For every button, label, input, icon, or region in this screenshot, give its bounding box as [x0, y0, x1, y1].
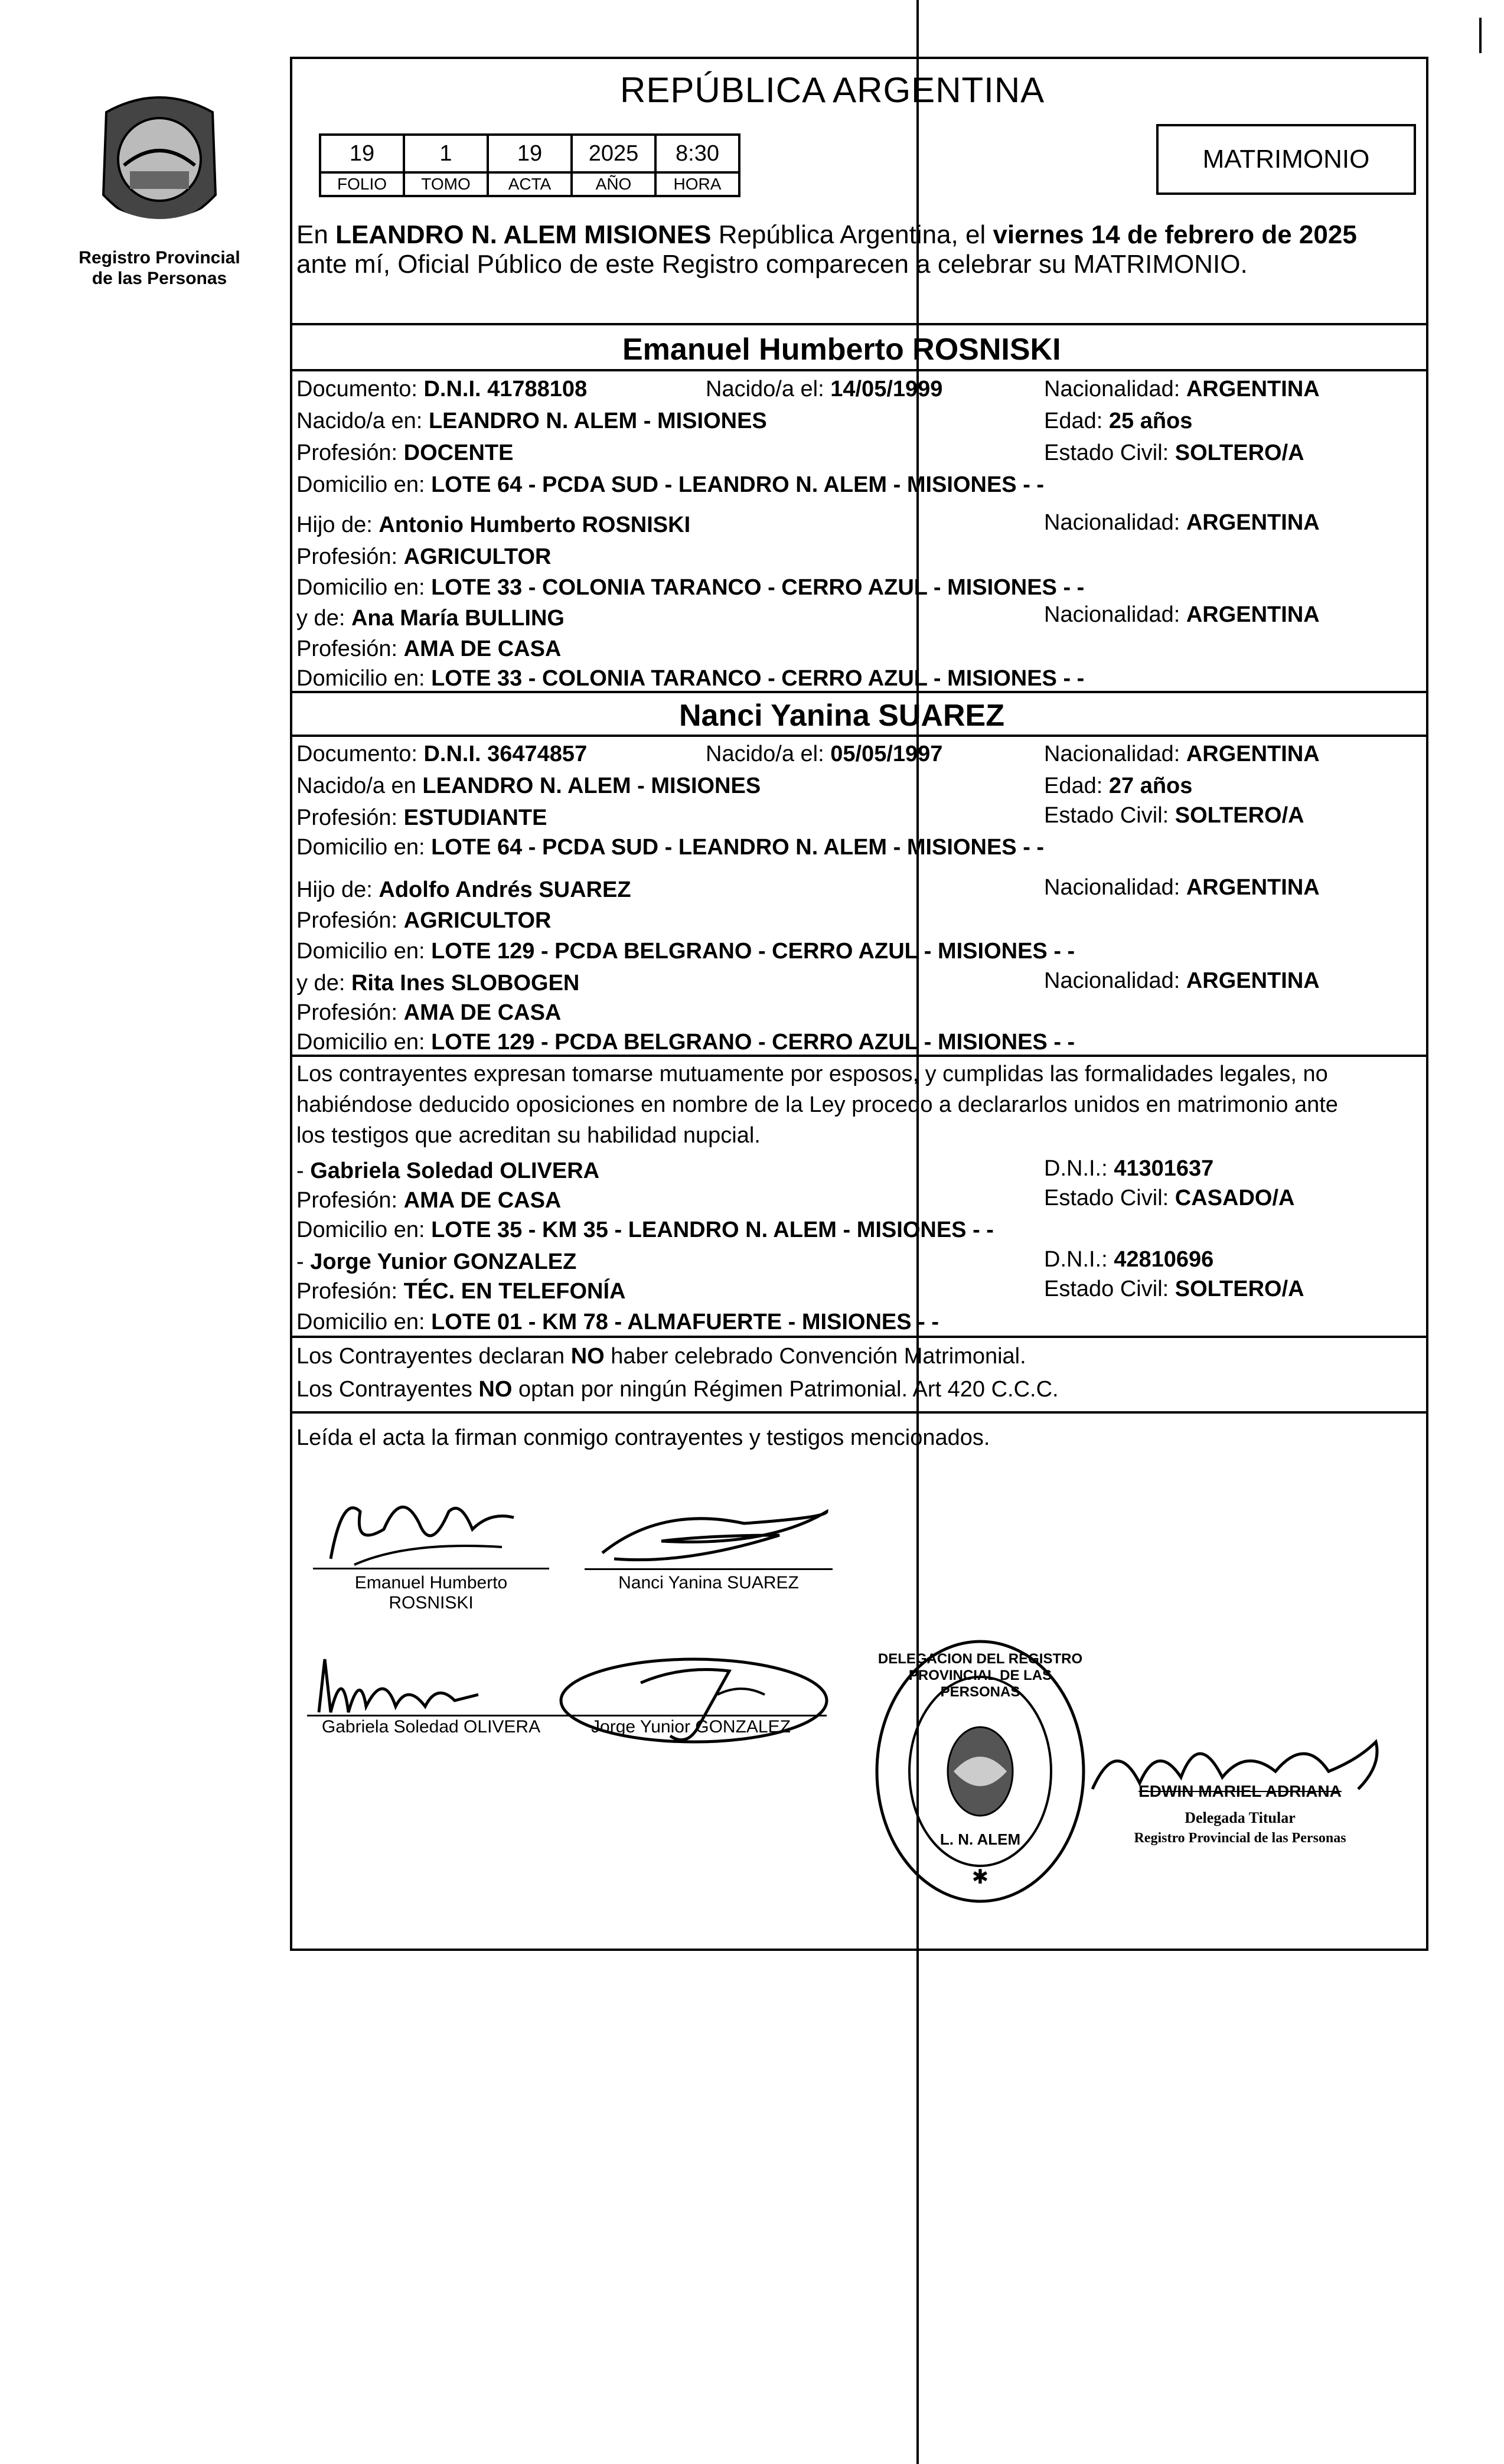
groom-birthplace — [296, 410, 767, 432]
label: Estado Civil: — [1044, 803, 1169, 828]
witness2-dni — [1044, 1248, 1213, 1271]
groom-address — [296, 474, 1044, 496]
label: Nacionalidad: — [1044, 377, 1180, 402]
divider — [290, 1336, 1428, 1338]
registry-table — [319, 133, 740, 197]
hora-value: 8:30 — [655, 135, 739, 172]
groom-father — [296, 514, 690, 536]
label: Estado Civil: — [1044, 440, 1169, 465]
intro-en: En — [296, 220, 328, 249]
bride-mother-nationality — [1044, 970, 1320, 992]
value: D.N.I. 41788108 — [423, 377, 588, 402]
acta-label: ACTA — [488, 172, 572, 196]
value: LOTE 129 - PCDA BELGRANO - CERRO AZUL - MISIONES - - — [431, 939, 1075, 964]
label: Domicilio en: — [296, 575, 425, 600]
intro-line2: ante mí, Oficial Público de este Registro comparecen a celebrar su MATRIMONIO. — [296, 250, 1248, 279]
value: LOTE 64 - PCDA SUD - LEANDRO N. ALEM - MISIONES - - — [431, 835, 1045, 860]
value: ARGENTINA — [1186, 742, 1320, 766]
value: 25 años — [1108, 409, 1193, 433]
convention-line1 — [296, 1345, 1026, 1368]
value: 42810696 — [1114, 1247, 1214, 1272]
bride-father — [296, 879, 631, 901]
divider — [290, 369, 1428, 371]
groom-mother-nationality — [1044, 603, 1320, 626]
witness1-dni — [1044, 1157, 1213, 1180]
label: Domicilio en: — [296, 1310, 425, 1334]
label: Nacido/a en: — [296, 409, 423, 433]
officer-title: Delegada Titular — [1185, 1809, 1296, 1826]
value: ARGENTINA — [1186, 875, 1320, 900]
text: Los Contrayentes declaran — [296, 1344, 565, 1369]
groom-profession — [296, 442, 513, 464]
value: ARGENTINA — [1186, 510, 1320, 535]
divider — [290, 1055, 1428, 1057]
ano-value: 2025 — [572, 135, 655, 172]
value: SOLTERO/A — [1175, 1277, 1304, 1301]
intro-date: viernes 14 de febrero de 2025 — [993, 220, 1357, 249]
groom-mother-profession — [296, 638, 561, 660]
bride-profession — [296, 807, 547, 829]
caption-line1: Emanuel Humberto — [354, 1573, 508, 1592]
registry-seal — [871, 1636, 1089, 1907]
groom-father-nationality — [1044, 511, 1320, 534]
label: Profesión: — [296, 544, 398, 569]
label: Nacionalidad: — [1044, 875, 1180, 900]
value: ARGENTINA — [1186, 377, 1320, 402]
value: LOTE 64 - PCDA SUD - LEANDRO N. ALEM - MISIONES - - — [431, 472, 1045, 497]
convention-line2 — [296, 1378, 1059, 1401]
label: Nacionalidad: — [1044, 742, 1180, 766]
prefix: - — [296, 1249, 311, 1274]
label: Profesión: — [296, 1279, 398, 1304]
label: Profesión: — [296, 908, 398, 933]
caption-line2: ROSNISKI — [389, 1593, 474, 1613]
label: Domicilio en: — [296, 666, 425, 691]
witness2-signature — [552, 1647, 836, 1771]
label: Domicilio en: — [296, 939, 425, 964]
label: Domicilio en: — [296, 472, 425, 497]
signature-line — [585, 1568, 833, 1570]
intro-line1 — [296, 222, 1357, 248]
bride-mother-address — [296, 1031, 1075, 1053]
value: LOTE 129 - PCDA BELGRANO - CERRO AZUL - MISIONES - - — [431, 1030, 1075, 1055]
label: Nacionalidad: — [1044, 510, 1180, 535]
declaration-line3: los testigos que acreditan su habilidad nupcial. — [296, 1123, 761, 1148]
bride-mother-profession — [296, 1001, 561, 1024]
country-title: REPÚBLICA ARGENTINA — [620, 70, 1045, 110]
label: Edad: — [1044, 774, 1103, 798]
value: Rita Ines SLOBOGEN — [351, 971, 580, 996]
value: AMA DE CASA — [403, 637, 562, 661]
witness2-profession — [296, 1280, 625, 1303]
officer-org: Registro Provincial de las Personas — [1134, 1830, 1346, 1846]
bride-age — [1044, 775, 1192, 797]
value: Adolfo Andrés SUAREZ — [379, 877, 631, 902]
value: Gabriela Soledad OLIVERA — [310, 1158, 600, 1183]
text: Los Contrayentes — [296, 1377, 472, 1402]
groom-nationality — [1044, 378, 1320, 400]
ano-label: AÑO — [572, 172, 655, 196]
groom-civil-status — [1044, 442, 1304, 464]
witness2-name — [296, 1251, 576, 1273]
label: Profesión: — [296, 1188, 398, 1213]
groom-signature — [319, 1476, 531, 1571]
value: AGRICULTOR — [403, 908, 552, 933]
acta-value: 19 — [488, 135, 572, 172]
bride-father-address — [296, 940, 1075, 962]
bride-document — [296, 743, 587, 765]
label: Nacido/a en — [296, 774, 416, 798]
bride-nationality — [1044, 743, 1320, 765]
value: LEANDRO N. ALEM - MISIONES — [428, 409, 767, 433]
text: haber celebrado Convención Matrimonial. — [611, 1344, 1026, 1369]
label: Domicilio en: — [296, 835, 425, 860]
groom-mother-address — [296, 667, 1084, 690]
text: optan por ningún Régimen Patrimonial. Art 420 C.C.C. — [518, 1377, 1059, 1402]
value: CASADO/A — [1175, 1186, 1295, 1210]
value: 14/05/1999 — [830, 377, 943, 402]
tomo-label: TOMO — [404, 172, 488, 196]
tomo-value: 1 — [404, 135, 488, 172]
folio-value: 19 — [320, 135, 404, 172]
bride-birthdate — [706, 743, 942, 765]
value: ARGENTINA — [1186, 602, 1320, 627]
folio-label: FOLIO — [320, 172, 404, 196]
bride-signature-caption: Nanci Yanina SUAREZ — [618, 1573, 799, 1592]
label: y de: — [296, 606, 345, 631]
bride-father-profession — [296, 909, 551, 932]
intro-country: República Argentina, el — [718, 220, 986, 249]
label: Nacionalidad: — [1044, 602, 1180, 627]
value: LOTE 33 - COLONIA TARANCO - CERRO AZUL - MISIONES - - — [431, 666, 1085, 691]
emphasis: NO — [478, 1377, 513, 1402]
value: TÉC. EN TELEFONÍA — [403, 1279, 626, 1304]
bride-mother — [296, 972, 579, 994]
label: D.N.I.: — [1044, 1156, 1108, 1181]
value: 41301637 — [1114, 1156, 1214, 1181]
witness1-address — [296, 1219, 994, 1241]
value: SOLTERO/A — [1175, 803, 1304, 828]
label: Documento: — [296, 377, 417, 402]
declaration-line2: habiéndose deducido oposiciones en nombre de la Ley procedo a declararlos unidos en matrimonio ante — [296, 1092, 1338, 1117]
bride-address — [296, 836, 1044, 859]
value: DOCENTE — [403, 440, 514, 465]
label: Domicilio en: — [296, 1218, 425, 1242]
bride-father-nationality — [1044, 876, 1320, 899]
label: Domicilio en: — [296, 1030, 425, 1055]
bride-signature — [590, 1500, 839, 1571]
seal-inner-text: L. N. ALEM — [939, 1830, 1021, 1848]
value: LOTE 33 - COLONIA TARANCO - CERRO AZUL - MISIONES - - — [431, 575, 1085, 600]
value: Ana María BULLING — [351, 606, 565, 631]
act-type-box: MATRIMONIO — [1156, 124, 1416, 195]
witness1-name — [296, 1160, 599, 1182]
witness2-civil-status — [1044, 1278, 1304, 1300]
prefix: - — [296, 1158, 311, 1183]
emphasis: NO — [570, 1344, 605, 1369]
groom-mother — [296, 607, 565, 629]
bride-name: Nanci Yanina SUAREZ — [679, 699, 1004, 733]
witness1-signature — [307, 1647, 496, 1724]
logo-caption-line1: Registro Provincial — [79, 248, 240, 267]
label: Documento: — [296, 742, 417, 766]
groom-age — [1044, 410, 1192, 432]
label: Edad: — [1044, 409, 1103, 433]
officer-name: EDWIN MARIEL ADRIANA — [1138, 1782, 1342, 1800]
label: Profesión: — [296, 1000, 398, 1025]
value: LOTE 35 - KM 35 - LEANDRO N. ALEM - MISIONES - - — [431, 1218, 994, 1242]
bride-birthplace — [296, 775, 761, 797]
svg-text:✱: ✱ — [971, 1865, 989, 1889]
label: y de: — [296, 971, 345, 996]
divider — [290, 735, 1428, 737]
label: Nacido/a el: — [706, 742, 824, 766]
groom-signature-caption — [313, 1573, 549, 1613]
value: ARGENTINA — [1186, 968, 1320, 993]
groom-name: Emanuel Humberto ROSNISKI — [622, 332, 1061, 367]
label: Estado Civil: — [1044, 1186, 1169, 1210]
witness2-signature-caption: Jorge Yunior GONZALEZ — [591, 1717, 791, 1737]
value: Antonio Humberto ROSNISKI — [379, 513, 691, 537]
logo-caption-line2: de las Personas — [92, 268, 227, 288]
closing-statement: Leída el acta la firman conmigo contrayentes y testigos mencionados. — [296, 1425, 990, 1450]
value: SOLTERO/A — [1175, 440, 1304, 465]
witness1-signature-caption: Gabriela Soledad OLIVERA — [321, 1717, 541, 1737]
divider — [290, 323, 1428, 325]
bride-civil-status — [1044, 804, 1304, 827]
groom-father-address — [296, 576, 1084, 599]
groom-birthdate — [706, 378, 942, 400]
label: D.N.I.: — [1044, 1247, 1108, 1272]
value: LOTE 01 - KM 78 - ALMAFUERTE - MISIONES - - — [431, 1310, 939, 1334]
label: Nacionalidad: — [1044, 968, 1180, 993]
value: AMA DE CASA — [403, 1000, 562, 1025]
province-logo — [89, 89, 230, 248]
value: AGRICULTOR — [403, 544, 552, 569]
label: Profesión: — [296, 440, 398, 465]
seal-outer-text: DELEGACION DEL REGISTRO PROVINCIAL DE LAS PERSONAS — [877, 1651, 1083, 1700]
groom-father-profession — [296, 546, 551, 568]
value: 27 años — [1108, 774, 1193, 798]
divider — [290, 691, 1428, 693]
signature-line — [555, 1715, 827, 1716]
intro-place: LEANDRO N. ALEM MISIONES — [335, 220, 712, 249]
scan-mark — [1479, 18, 1482, 53]
value: Jorge Yunior GONZALEZ — [310, 1249, 577, 1274]
witness1-profession — [296, 1189, 561, 1212]
label: Hijo de: — [296, 877, 373, 902]
value: AMA DE CASA — [403, 1188, 562, 1213]
signature-line — [313, 1568, 549, 1569]
label: Profesión: — [296, 805, 398, 830]
witness1-civil-status — [1044, 1187, 1294, 1209]
groom-document — [296, 378, 587, 400]
label: Profesión: — [296, 637, 398, 661]
value: D.N.I. 36474857 — [423, 742, 588, 766]
label: Hijo de: — [296, 513, 373, 537]
label: Nacido/a el: — [706, 377, 824, 402]
logo-caption — [71, 248, 248, 289]
witness2-address — [296, 1311, 939, 1333]
label: Estado Civil: — [1044, 1277, 1169, 1301]
declaration-line1: Los contrayentes expresan tomarse mutuamente por esposos, y cumplidas las formalidades legales, no — [296, 1062, 1328, 1086]
value: 05/05/1997 — [830, 742, 943, 766]
hora-label: HORA — [655, 172, 739, 196]
divider — [290, 1411, 1428, 1414]
value: LEANDRO N. ALEM - MISIONES — [422, 774, 761, 798]
signature-line — [307, 1715, 555, 1716]
value: ESTUDIANTE — [403, 805, 547, 830]
